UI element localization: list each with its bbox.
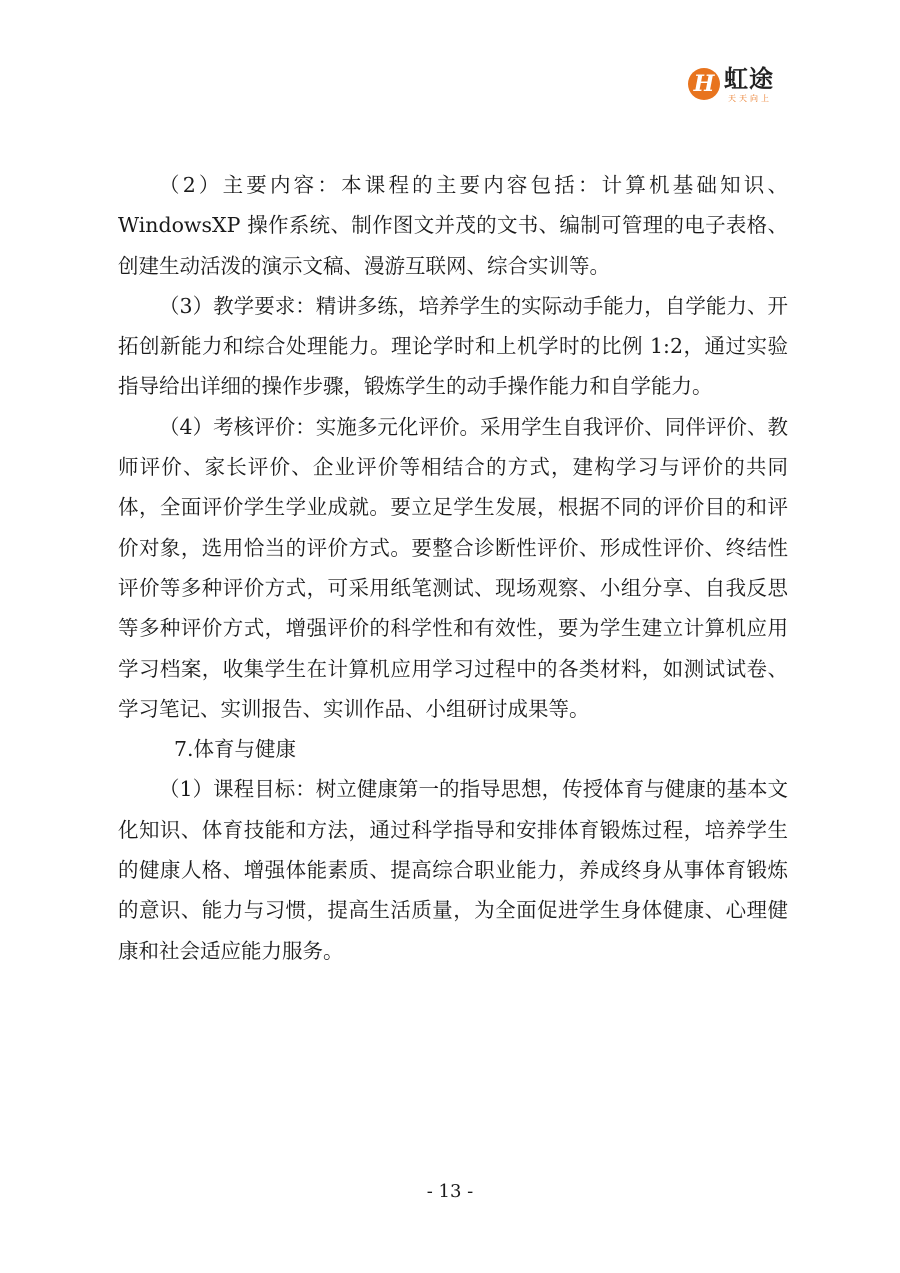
logo-name: 虹途 [724,65,774,93]
paragraph-main-content: （2）主要内容：本课程的主要内容包括：计算机基础知识、WindowsXP 操作系统、制作图文并茂的文书、编制可管理的电子表格、创建生动活泼的演示文稿、漫游互联网、综合实训等。 [118,173,788,278]
paragraph-teaching-requirements: （3）教学要求：精讲多练，培养学生的实际动手能力，自学能力、开拓创新能力和综合处理能力。理论学时和上机学时的比例 1:2，通过实验指导给出详细的操作步骤，锻炼学生的动手操作能力和自学能力。 [118,293,788,399]
logo-slogan: 天天向上 [728,94,772,103]
page-number: - 13 - [426,1181,474,1202]
paragraph-course-goal: （1）课程目标：树立健康第一的指导思想，传授体育与健康的基本文化知识、体育技能和方法，通过科学指导和安排体育锻炼过程，培养学生的健康人格、增强体能素质、提高综合职业能力，养成终身从事体育锻炼的意识、能力与习惯，提高生活质量，为全面促进学生身体健康、心理健康和社会适应能力服务。 [118,777,788,963]
section-heading: 7.体育与健康 [174,737,297,762]
document-body [118,165,788,971]
logo-mark-icon: H [688,68,720,100]
paragraph-assessment: （4）考核评价：实施多元化评价。采用学生自我评价、同伴评价、教师评价、家长评价、企业评价等相结合的方式，建构学习与评价的共同体，全面评价学生学业成就。要立足学生发展，根据不同的评价目的和评价对象，选用恰当的评价方式。要整合诊断性评价、形成性评价、终结性评价等多种评价方式，可采用纸笔测试、现场观察、小组分享、自我反思等多种评价方式，增强评价的科学性和有效性，要为学生建立计算机应用学习档案，收集学生在计算机应用学习过程中的各类材料，如测试试卷、学习笔记、实训报告、实训作品、小组研讨成果等。 [118,414,788,721]
brand-logo [688,64,798,106]
